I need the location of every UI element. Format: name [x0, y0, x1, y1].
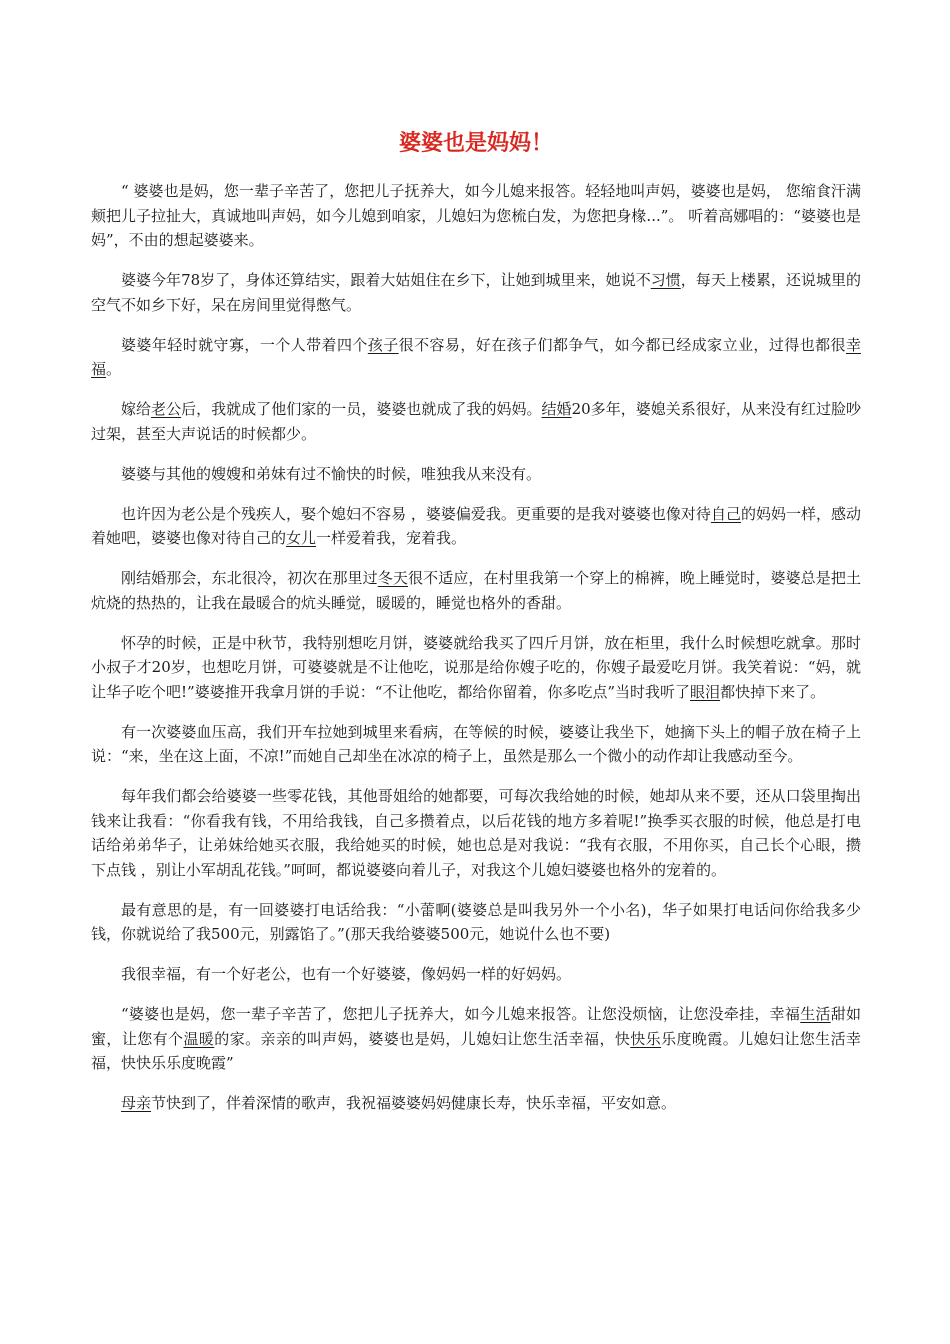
paragraph	[91, 333, 861, 382]
paragraph-text: 很不适应，在村里我第一个穿上的棉裤，晚上睡觉时，婆婆总是把土炕烧的热热的，让我在最暖合的炕头睡觉，暖暖的，睡觉也格外的香甜。	[91, 569, 861, 612]
paragraph-text: 最有意思的是，有一回婆婆打电话给我：“小蕾啊(婆婆总是叫我另外一个小名)，华子如果打电话问你给我多少钱，你就说给了我500元，别露馅了。”(那天我给婆婆500元，她说什么也不要)	[91, 900, 861, 943]
inline-link[interactable]: 冬天	[377, 569, 408, 587]
inline-link[interactable]: 母亲	[121, 1094, 152, 1112]
paragraph-text: 嫁给	[121, 400, 152, 418]
paragraph-text: 20多年，婆媳关系很好，从来没有红过脸吵过架，甚至大声说话的时候都少。	[91, 400, 861, 443]
paragraph	[91, 502, 861, 551]
paragraph-text: 。	[106, 360, 122, 378]
paragraph-text: 后，我就成了他们家的一员，婆婆也就成了我的妈妈。	[181, 400, 542, 418]
paragraph-text: 一样爱着我，宠着我。	[316, 529, 467, 547]
inline-link[interactable]: 眼泪	[690, 682, 721, 701]
inline-link[interactable]: 习惯	[650, 271, 681, 289]
paragraph-text: “婆婆也是妈，您一辈子辛苦了，您把儿子抚养大，如今儿媳来报答。让您没烦恼，让您没牵挂，幸福	[121, 1005, 801, 1023]
paragraph-text: 甜如蜜，让您有个	[91, 1005, 861, 1048]
paragraph	[91, 1091, 861, 1116]
inline-link[interactable]: 老公	[151, 400, 182, 418]
paragraph-text: 乐度晚霞。儿媳妇让您生活幸福，快快乐乐度晚霞”	[91, 1029, 861, 1072]
paragraph-text: 的家。亲亲的叫声妈，婆婆也是妈，儿媳妇让您生活幸福，快	[214, 1029, 631, 1048]
paragraph	[91, 631, 861, 705]
paragraph-text: “ 婆婆也是妈，您一辈子辛苦了，您把儿子抚养大，如今儿媳来报答。轻轻地叫声妈，婆婆也是妈， 您缩食汗满颊把儿子拉扯大，真诚地叫声妈，如今儿媳到咱家，儿媳妇为您梳白发，为您把身椽...”。 听着高娜唱的：“婆婆也是妈”，不由的想起婆婆来。	[91, 182, 861, 249]
paragraph	[91, 566, 861, 615]
paragraph-text: 也许因为老公是个残疾人，娶个媳妇不容易 ，婆婆偏爱我。更重要的是我对婆婆也像对待	[121, 504, 711, 523]
inline-link[interactable]: 自己	[710, 504, 741, 523]
inline-link[interactable]: 温暖	[183, 1029, 215, 1048]
paragraph	[91, 1002, 861, 1076]
inline-link[interactable]: 孩子	[367, 335, 399, 354]
paragraph-text: 有一次婆婆血压高，我们开车拉她到城里来看病，在等候的时候，婆婆让我坐下，她摘下头上的帽子放在椅子上说：“来，坐在这上面，不凉!”而她自己却坐在冰凉的椅子上，虽然是那么一个微小的动作却让我感动至今。	[91, 722, 861, 765]
article-title: 婆婆也是妈妈！	[398, 131, 553, 156]
paragraph	[91, 462, 861, 487]
paragraph	[91, 268, 861, 317]
paragraph-text: 婆婆年轻时就守寡，一个人带着四个	[121, 335, 368, 354]
paragraph	[91, 179, 861, 253]
paragraph	[91, 784, 861, 882]
inline-link[interactable]: 幸福	[91, 335, 861, 378]
paragraph	[91, 720, 861, 769]
inline-link[interactable]: 女儿	[286, 529, 317, 547]
paragraph-text: 每年我们都会给婆婆一些零花钱，其他哥姐给的她都要，可每次我给她的时候，她却从来不要，还从口袋里掏出钱来让我看：“你看我有钱，不用给我钱，自己多攒着点，以后花钱的地方多着呢!”换季买衣服的时候，他总是打电话给弟弟华子，让弟妹给她买衣服，我给她买的时候，她也总是对我说：“我有衣服，不用你买，自己长个心眼，攒下点钱 ，别让小军胡乱花钱。”呵呵，都说婆婆向着儿子，对我这个儿媳妇婆婆也格外的宠着的。	[91, 787, 861, 879]
paragraph-text: 怀孕的时候，正是中秋节，我特别想吃月饼，婆婆就给我买了四斤月饼，放在柜里，我什么时候想吃就拿。那时小叔子才20岁，也想吃月饼，可婆婆就是不让他吃，说那是给你嫂子吃的，你嫂子最爱吃月饼。我笑着说：“妈，就让华子吃个吧!”婆婆推开我拿月饼的手说：“不让他吃，都给你留着，你多吃点”当时我听了	[91, 633, 861, 701]
inline-link[interactable]: 结婚	[541, 400, 572, 418]
paragraph-text: 刚结婚那会，东北很冷，初次在那里过	[121, 569, 378, 587]
article-body	[91, 179, 861, 1116]
paragraph-text: 都快掉下来了。	[720, 682, 826, 701]
paragraph	[91, 898, 861, 947]
paragraph-text: 的妈妈一样，感动着她吧，婆婆也像对待自己的	[91, 504, 861, 547]
inline-link[interactable]: 生活	[800, 1005, 831, 1023]
article	[91, 128, 861, 1131]
paragraph-text: 婆婆与其他的嫂嫂和弟妹有过不愉快的时候，唯独我从来没有。	[121, 464, 542, 483]
paragraph-text: 我很幸福，有一个好老公，也有一个好婆婆，像妈妈一样的好妈妈。	[121, 965, 572, 983]
paragraph	[91, 397, 861, 446]
paragraph	[91, 962, 861, 987]
paragraph-text: 节快到了，伴着深情的歌声，我祝福婆婆妈妈健康长寿，快乐幸福，平安如意。	[151, 1094, 677, 1112]
paragraph-text: 婆婆今年78岁了，身体还算结实，跟着大姑姐住在乡下，让她到城里来，她说不	[121, 271, 651, 289]
inline-link[interactable]: 快乐	[630, 1029, 662, 1048]
paragraph-text: ，每天上楼累，还说城里的空气不如乡下好，呆在房间里觉得憋气。	[91, 271, 861, 314]
paragraph-text: 很不容易，好在孩子们都争气，如今都已经成家立业，过得也都很	[398, 335, 846, 354]
